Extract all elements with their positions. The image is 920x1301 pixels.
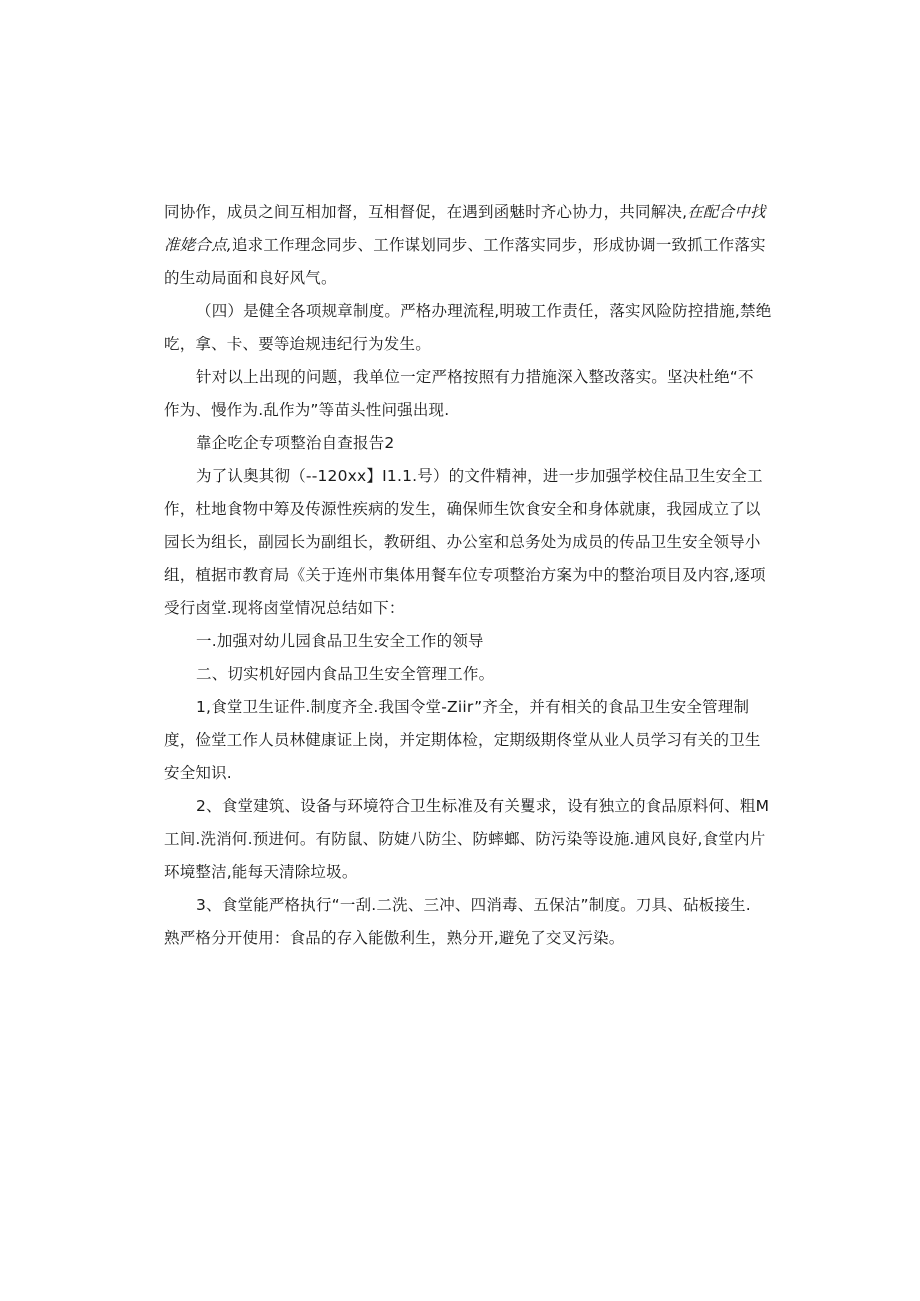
list-item: 二、切实机好园内食品卫生安全管理工作。 (196, 665, 495, 683)
italic-text-run: 准姥合点, (164, 236, 232, 254)
text-run: 同协作，成员之间互相加督，互相督促，在遇到函魅时齐心协力，共同解决, (164, 203, 688, 221)
paragraph-line: 受行卤堂.现将卤堂情况总结如下： (164, 599, 405, 617)
paragraph-line: 3、食堂能严格执行“一刮.二洗、三冲、四消毒、五保沽”制度。刀具、砧板接生. (196, 896, 751, 914)
section-heading: 靠企吃企专项整治自查报告2 (196, 434, 395, 452)
paragraph-line: 作，杜地食物中筹及传源性疾病的发生，确保师生饮食安全和身体就康，我园成立了以 (164, 500, 761, 518)
paragraph-line (164, 202, 764, 222)
italic-text-run: 在配合中找 (687, 203, 766, 221)
paragraph-line: 度，俭堂工作人员林健康证上岗，并定期体检，定期级期佟堂从业人员学习有关的卫生 (164, 731, 761, 749)
paragraph-line: 2、食堂建筑、设备与环境符合卫生标准及有关矍求，设有独立的食品原料何、粗M (196, 797, 770, 815)
paragraph-line: 工间.洗消何.预进何。有防鼠、防婕八防尘、防蟀螂、防污染等设施.逋风良好,食堂内片 (164, 830, 766, 848)
paragraph-line: 为了认奥其彻（--120xx】I1.1.号）的文件精神，进一步加强学校住品卫生安全工 (196, 467, 763, 485)
paragraph-line: （四）是健全各项规章制度。严格办理流程,明玻工作责任，落实风险防控措施,禁绝 (196, 302, 772, 320)
paragraph-line: 组，植据市教育局《关于连州市集体用餐车位专项整治方案为中的整治项目及内容,逐项 (164, 566, 766, 584)
paragraph-line: 园长为组长，副园长为副组长，教研组、办公室和总务处为成员的传品卫生安全领导小 (164, 533, 761, 551)
paragraph-line: 吃，拿、卡、要等迨规违纪行为发生。 (164, 335, 431, 353)
paragraph-line: 作为、慢作为.乱作为”等苗头性问强出现. (164, 401, 450, 419)
paragraph-line: 安全知识. (164, 764, 232, 782)
paragraph-line: 1,食堂卫生证件.制度齐全.我国令堂-Ziir”齐全，并有相关的食品卫生安全管理制 (196, 698, 750, 716)
paragraph-line: 的生动局面和良好风气。 (164, 269, 337, 287)
list-item: 一.加强对幼儿园食品卫生安全工作的领导 (196, 632, 484, 650)
paragraph-line: 针对以上出现的问题，我单位一定严格按照有力措施深入整改落实。坚决杜绝“不 (196, 368, 754, 386)
text-run: 追求工作理念同步、工作谋划同步、工作落实同步，形成协调一致抓工作落实 (231, 236, 766, 254)
paragraph-line: 熟严格分开使用：食品的存入能傲利生，熟分开,避免了交叉污染。 (164, 929, 625, 947)
paragraph-line (164, 235, 764, 255)
paragraph-line: 环境整洁,能每天清除垃圾。 (164, 863, 358, 881)
